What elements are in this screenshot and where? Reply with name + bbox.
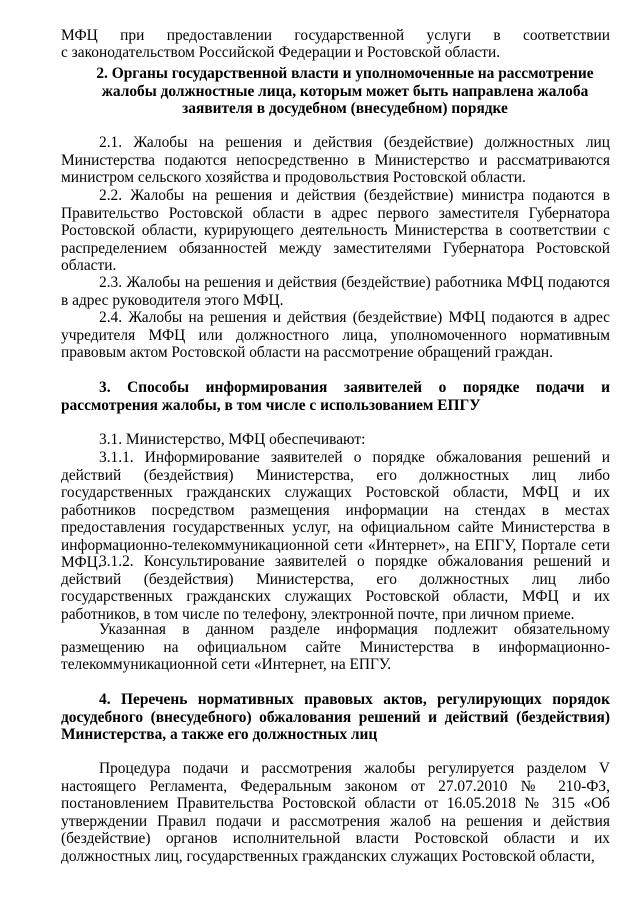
- intro-line-1: МФЦ при предоставлении государственной услуги в соответствии: [61, 27, 610, 44]
- section-3-heading: 3. Способы информирования заявителей о порядке подачи и рассмотрения жалобы, в том числе с использованием ЕПГУ: [61, 379, 610, 414]
- paragraph-2-2: 2.2. Жалобы на решения и действия (бездействие) министра подаются в Правительство Ростовской области в адрес первого заместителя Губернатора Ростовской области, курирующего деятельность Министерства в соответствии с распределением обязанностей между заместителями Губернатора Ростовской области.: [61, 187, 610, 274]
- paragraph-3-1-1: 3.1.1. Информирование заявителей о порядке обжалования решений и действий (бездействия) Министерства, его должностных лиц либо государственных гражданских служащих Ростовской области, МФЦ и их работников посредством размещения информации на стендах в местах предоставления государственных услуг, на официальном сайте Министерства в информационно-телекоммуникационной сети «Интернет», на ЕПГУ, Портале сети МФЦ.: [61, 449, 610, 571]
- paragraph-3-1-2: 3.1.2. Консультирование заявителей о порядке обжалования решений и действий (бездействия) Министерства, его должностных лиц либо государственных гражданских служащих Ростовской области, МФЦ и их работников, в том числе по телефону, электронной почте, при личном приеме.: [61, 553, 610, 623]
- section-4-heading: 4. Перечень нормативных правовых актов, регулирующих порядок досудебного (внесудебного) обжалования решений и действий (бездействия) Министерства, а также его должностных лиц: [61, 691, 610, 743]
- paragraph-2-4: 2.4. Жалобы на решения и действия (бездействие) МФЦ подаются в адрес учредителя МФЦ или должностного лица, уполномоченного нормативным правовым актом Ростовской области на рассмотрение обращений граждан.: [61, 309, 610, 361]
- intro-line-2: с законодательством Российской Федерации и Ростовской области.: [61, 44, 501, 61]
- paragraph-2-3: 2.3. Жалобы на решения и действия (бездействие) работника МФЦ подаются в адрес руководителя этого МФЦ.: [61, 274, 610, 309]
- paragraph-4-1: Процедура подачи и рассмотрения жалобы регулируется разделом V настоящего Регламента, Федеральным законом от 27.07.2010 № 210-ФЗ, постановлением Правительства Ростовской области от 16.05.2018 № 315 «Об утверждении Правил подачи и рассмотрения жалоб на решения и действия (бездействие) органов исполнительной власти Ростовской области и их должностных лиц, государственных гражданских служащих Ростовской области,: [61, 760, 610, 865]
- paragraph-3-note: Указанная в данном разделе информация подлежит обязательному размещению на официальном сайте Министерства в информационно-телекоммуникационной сети «Интернет, на ЕПГУ.: [61, 621, 610, 673]
- paragraph-3-1: 3.1. Министерство, МФЦ обеспечивают:: [99, 431, 366, 448]
- section-2-heading: 2. Органы государственной власти и уполномоченные на рассмотрение жалобы должностные лица, которым может быть направлена жалоба заявителя в досудебном (внесудебном) порядке: [96, 65, 594, 117]
- paragraph-2-1: 2.1. Жалобы на решения и действия (бездействие) должностных лиц Министерства подаются непосредственно в Министерство и рассматриваются министром сельского хозяйства и продовольствия Ростовской области.: [61, 134, 610, 186]
